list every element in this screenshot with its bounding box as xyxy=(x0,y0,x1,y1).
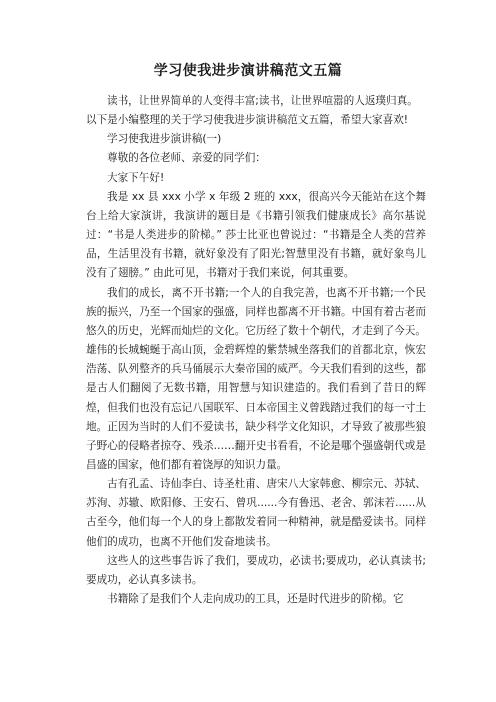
section-heading: 学习使我进步演讲稿(一) xyxy=(107,133,222,146)
paragraph-growth: 我们的成长，离不开书籍;一个人的自我完善，也离不开书籍;一个民族的振兴，乃至一个国家的强盛，同样也都离不开书籍。中国有着古老而悠久的历史，光辉而灿烂的文化。它历经了数十个朝代，才走到了今天。雄伟的长城蜿蜒于高山顶，金碧辉煌的紫禁城坐落我们的首都北京，恢宏浩荡、队列整齐的兵马俑展示大秦帝国的威严。今天我们看到的这些，都是古人们翻阅了无数书籍，用智慧与知识建造的。我们看到了昔日的辉煌，但我们也没有忘记八国联军、日本帝国主义曾践踏过我们的每一寸土地。正因为当时的人们不爱读书，缺少科学文化知识，才导致了被那些狼子野心的侵略者掠夺、残杀……翻开史书看看，不论是哪个强盛朝代或是昌盛的国家，他们都有着饶厚的知识力量。 xyxy=(86,286,426,471)
paragraph-lesson: 这些人的这些事告诉了我们，要成功，必读书;要成功，必认真读书;要成功，必认真多读书。 xyxy=(86,554,426,586)
paragraph-famous-readers: 古有孔孟、诗仙李白、诗圣杜甫、唐宋八大家韩愈、柳宗元、苏轼、苏洵、苏辙、欧阳修、王安石、曾巩......今有鲁迅、老舍、郭沫若......从古至今，他们每一个人的身上都散发着同一种精神，就是酷爱读书。同样他们的成功，也离不开他们发奋地读书。 xyxy=(86,478,426,548)
salutation: 尊敬的各位老师、亲爱的同学们： xyxy=(107,152,266,165)
paragraph-editor-note: 以下是小编整理的关于学习使我进步演讲稿范文五篇，希望大家喜欢! xyxy=(86,114,409,127)
greeting: 大家下午好! xyxy=(107,171,165,184)
document-body xyxy=(86,92,426,609)
paragraph-progress: 书籍除了是我们个人走向成功的工具，还是时代进步的阶梯。它 xyxy=(107,593,404,606)
document-title: 学习使我进步演讲稿范文五篇 xyxy=(153,63,343,79)
paragraph-self-intro: 我是 xx 县 xxx 小学 x 年级 2 班的 xxx，很高兴今天能站在这个舞台上给大家演讲，我演讲的题目是《书籍引领我们健康成长》高尔基说过：“书是人类进步的阶梯。” 莎士比亚也曾说过：“书籍是全人类的营养品，生活里没有书籍，就好象没有了阳光;智慧里没有书籍，就好象鸟儿没有了翅膀。” 由此可见，书籍对于我们来说，何其重要。 xyxy=(86,190,426,280)
paragraph-intro: 读书，让世界简单的人变得丰富;读书，让世界喧嚣的人返璞归真。 xyxy=(107,95,418,107)
